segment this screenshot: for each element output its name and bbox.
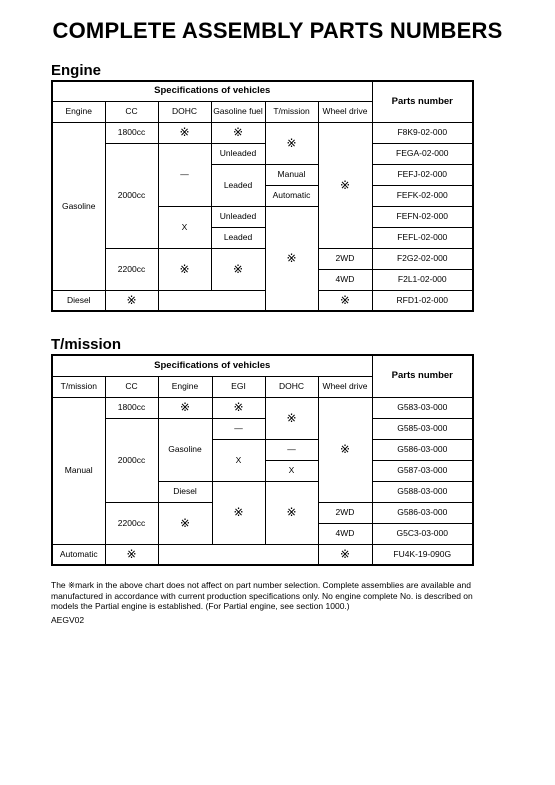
page-title: COMPLETE ASSEMBLY PARTS NUMBERS <box>52 18 503 43</box>
parts-number-header: Parts number <box>372 355 473 397</box>
part-number: FEGA-02-000 <box>372 143 473 164</box>
col-header: Wheel drive <box>318 101 372 122</box>
part-number: G587-03-000 <box>372 460 473 481</box>
fuel-cell: Unleaded <box>211 143 265 164</box>
engine-cell: Diesel <box>52 290 105 311</box>
tmission-table <box>51 354 474 566</box>
empty-cell <box>158 290 265 311</box>
mark-cell: ※ <box>318 290 372 311</box>
col-header: Engine <box>52 101 105 122</box>
mark-cell: ※ <box>212 397 265 418</box>
part-number: F8K9-02-000 <box>372 122 473 143</box>
engine-table <box>51 80 474 312</box>
part-number: G585-03-000 <box>372 418 473 439</box>
empty-cell <box>158 544 318 565</box>
col-header: Gasoline fuel <box>211 101 265 122</box>
col-header: CC <box>105 101 158 122</box>
cc-cell: 1800cc <box>105 397 158 418</box>
cc-cell: 1800cc <box>105 122 158 143</box>
part-number: F2G2-02-000 <box>372 248 473 269</box>
engine-cell: Gasoline <box>158 418 212 481</box>
col-header: DOHC <box>265 376 318 397</box>
cc-cell: 2000cc <box>105 143 158 248</box>
col-header: Wheel drive <box>318 376 372 397</box>
mark-cell: ※ <box>265 122 318 164</box>
mark-cell: ※ <box>211 122 265 143</box>
x-cell: X <box>265 460 318 481</box>
part-number: RFD1-02-000 <box>372 290 473 311</box>
x-cell: X <box>158 206 211 248</box>
tmission-heading: T/mission <box>51 336 122 353</box>
fuel-cell: Leaded <box>211 164 265 206</box>
mark-cell: ※ <box>105 544 158 565</box>
mark-cell: ※ <box>265 397 318 439</box>
part-number: FU4K-19-090G <box>372 544 473 565</box>
dash-cell: — <box>265 439 318 460</box>
tmission-cell: Manual <box>265 164 318 185</box>
spec-header: Specifications of vehicles <box>52 81 372 101</box>
part-number: G5C3-03-000 <box>372 523 473 544</box>
wheel-cell: 4WD <box>318 523 372 544</box>
col-header: CC <box>105 376 158 397</box>
footnote: The ※mark in the above chart does not affect on part number selection. Complete assemblies are available and manufactured in accordance with current production specifications only. No engine complete No. is described on models the Partial engine is established. (For Partial engine, see section 1000.) <box>51 580 473 611</box>
mark-cell: ※ <box>158 248 211 290</box>
engine-cell: Diesel <box>158 481 212 502</box>
mark-cell: ※ <box>265 206 318 311</box>
col-header: T/mission <box>265 101 318 122</box>
col-header: T/mission <box>52 376 105 397</box>
col-header: Engine <box>158 376 212 397</box>
mark-cell: ※ <box>105 290 158 311</box>
part-number: F2L1-02-000 <box>372 269 473 290</box>
fuel-cell: Unleaded <box>211 206 265 227</box>
part-number: FEFJ-02-000 <box>372 164 473 185</box>
col-header: DOHC <box>158 101 211 122</box>
wheel-cell: 2WD <box>318 502 372 523</box>
spec-header: Specifications of vehicles <box>52 355 372 376</box>
mark-cell: ※ <box>158 502 212 544</box>
mark-cell: ※ <box>212 481 265 544</box>
cc-cell: 2000cc <box>105 418 158 502</box>
dash-cell: — <box>212 418 265 439</box>
tmission-cell: Manual <box>52 397 105 544</box>
mark-cell: ※ <box>318 397 372 502</box>
engine-cell: Gasoline <box>52 122 105 290</box>
col-header: EGI <box>212 376 265 397</box>
cc-cell: 2200cc <box>105 248 158 290</box>
engine-heading: Engine <box>51 62 102 79</box>
part-number: G588-03-000 <box>372 481 473 502</box>
part-number: G586-03-000 <box>372 439 473 460</box>
fuel-cell: Leaded <box>211 227 265 248</box>
parts-number-header: Parts number <box>372 81 473 122</box>
tmission-cell: Automatic <box>52 544 105 565</box>
tmission-cell: Automatic <box>265 185 318 206</box>
part-number: G586-03-000 <box>372 502 473 523</box>
wheel-cell: 2WD <box>318 248 372 269</box>
document-code: AEGV02 <box>51 615 85 625</box>
mark-cell: ※ <box>158 397 212 418</box>
mark-cell: ※ <box>211 248 265 290</box>
cc-cell: 2200cc <box>105 502 158 544</box>
part-number: FEFL-02-000 <box>372 227 473 248</box>
mark-cell: ※ <box>158 122 211 143</box>
dash-cell: — <box>158 143 211 206</box>
mark-cell: ※ <box>318 544 372 565</box>
mark-cell: ※ <box>318 122 372 248</box>
wheel-cell: 4WD <box>318 269 372 290</box>
part-number: FEFK-02-000 <box>372 185 473 206</box>
mark-cell: ※ <box>265 481 318 544</box>
x-cell: X <box>212 439 265 481</box>
part-number: FEFN-02-000 <box>372 206 473 227</box>
part-number: G583-03-000 <box>372 397 473 418</box>
